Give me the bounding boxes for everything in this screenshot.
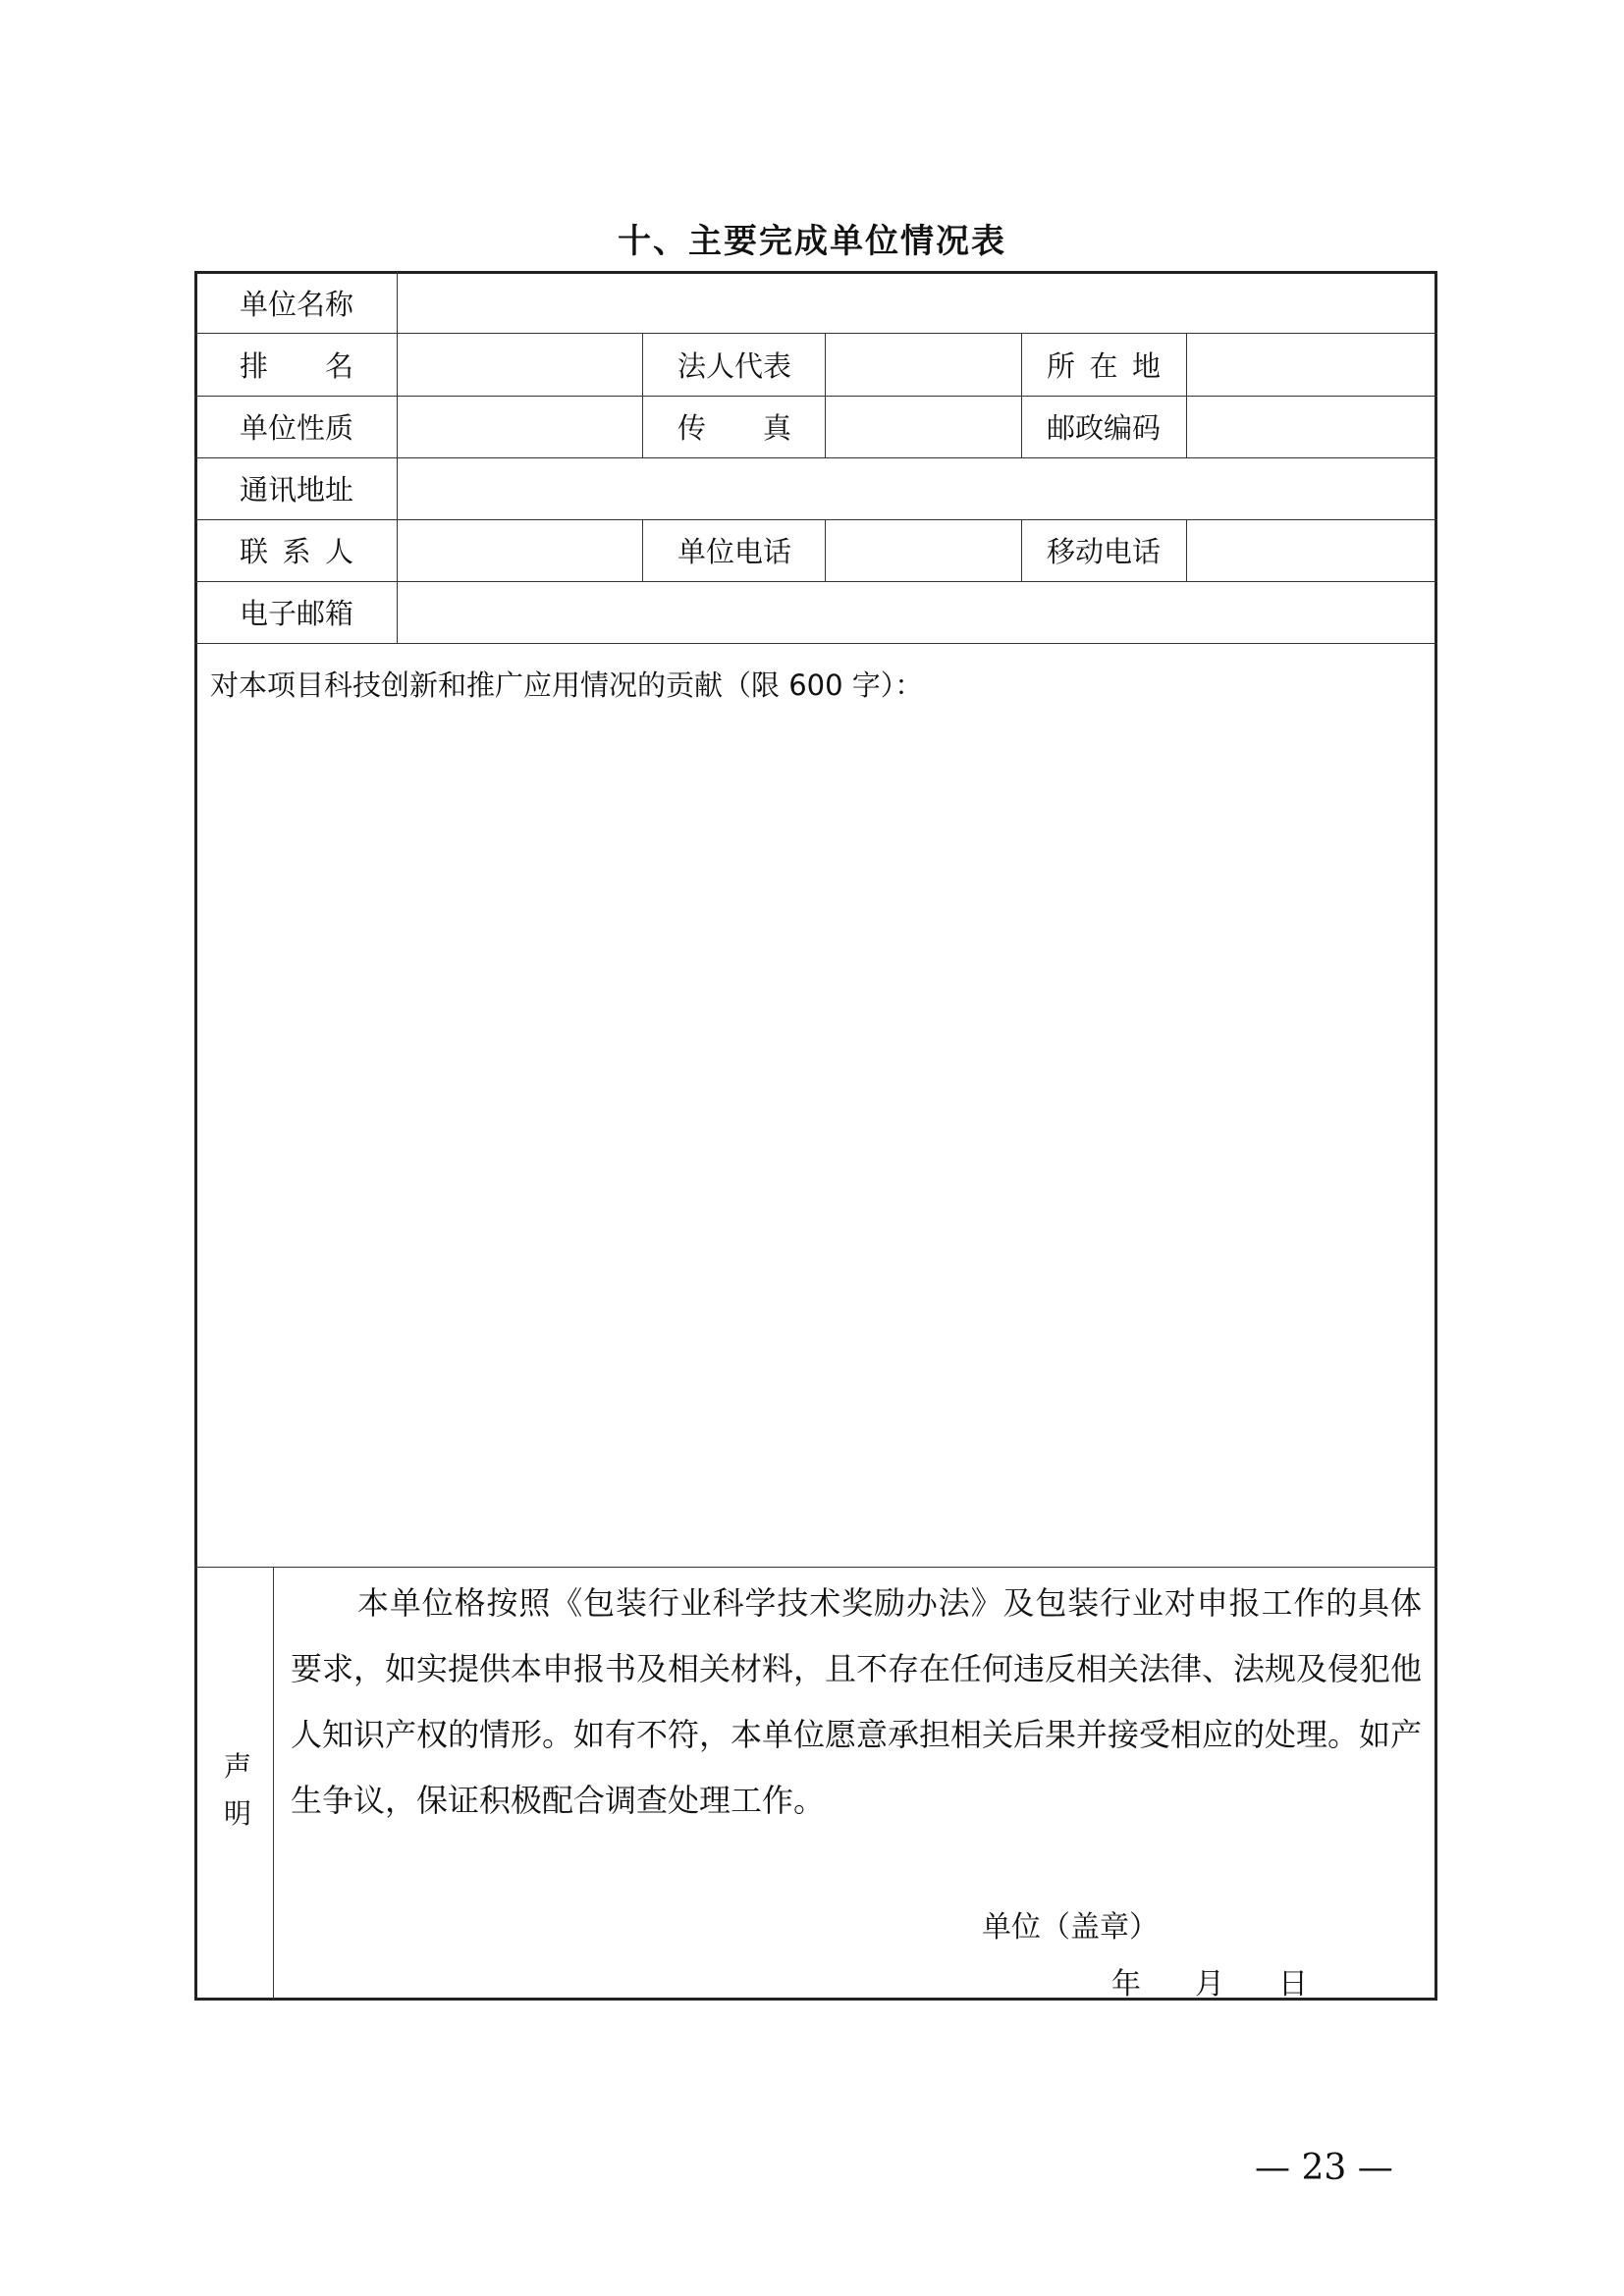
column-divider bbox=[1021, 333, 1022, 457]
label-contact: 联 系 人 bbox=[240, 535, 353, 568]
label-location: 所 在 地 bbox=[1047, 349, 1161, 383]
column-divider bbox=[825, 519, 826, 581]
column-divider bbox=[1021, 519, 1022, 581]
page-title: 十、主要完成单位情况表 bbox=[618, 222, 1006, 261]
label-postal-code: 邮政编码 bbox=[1047, 411, 1162, 445]
column-divider bbox=[642, 333, 643, 457]
column-divider bbox=[397, 271, 398, 644]
column-divider bbox=[1186, 519, 1187, 581]
label-mailing-address: 通讯地址 bbox=[240, 473, 354, 507]
label-legal-rep: 法人代表 bbox=[677, 349, 792, 383]
date-line: 年 月 日 bbox=[1111, 1967, 1308, 2002]
label-mobile-phone: 移动电话 bbox=[1047, 535, 1162, 568]
declaration-text: 本单位格按照《包装行业科学技术奖励办法》及包装行业对申报工作的具体要求，如实提供本申报书及相关材料，且不存在任何违反相关法律、法规及侵犯他人知识产权的情形。如有不符，本单位愿意承担相关后果并接受相应的处理。如产生争议，保证积极配合调查处理工作。 bbox=[291, 1584, 1423, 1819]
row-divider bbox=[194, 396, 1437, 397]
column-divider bbox=[642, 519, 643, 581]
row-divider bbox=[194, 519, 1437, 520]
row-divider bbox=[194, 1567, 1437, 1568]
stamp-label: 单位（盖章） bbox=[982, 1910, 1159, 1945]
label-fax: 传 真 bbox=[677, 411, 791, 445]
label-unit-phone: 单位电话 bbox=[677, 535, 792, 568]
column-divider bbox=[825, 333, 826, 457]
row-divider bbox=[194, 457, 1437, 458]
row-divider bbox=[194, 643, 1437, 644]
row-divider bbox=[194, 333, 1437, 334]
label-unit-name: 单位名称 bbox=[240, 288, 354, 321]
label-email: 电子邮箱 bbox=[240, 597, 354, 630]
contribution-prompt: 对本项目科技创新和推广应用情况的贡献（限 600 字）： bbox=[210, 668, 924, 702]
declaration-label: 声 明 bbox=[223, 1750, 251, 1830]
column-divider bbox=[1186, 333, 1187, 457]
page-number: — 23 — bbox=[1255, 2148, 1393, 2188]
row-divider bbox=[194, 581, 1437, 582]
label-unit-nature: 单位性质 bbox=[240, 411, 354, 445]
label-rank: 排 名 bbox=[240, 349, 353, 383]
column-divider bbox=[273, 1567, 274, 2001]
